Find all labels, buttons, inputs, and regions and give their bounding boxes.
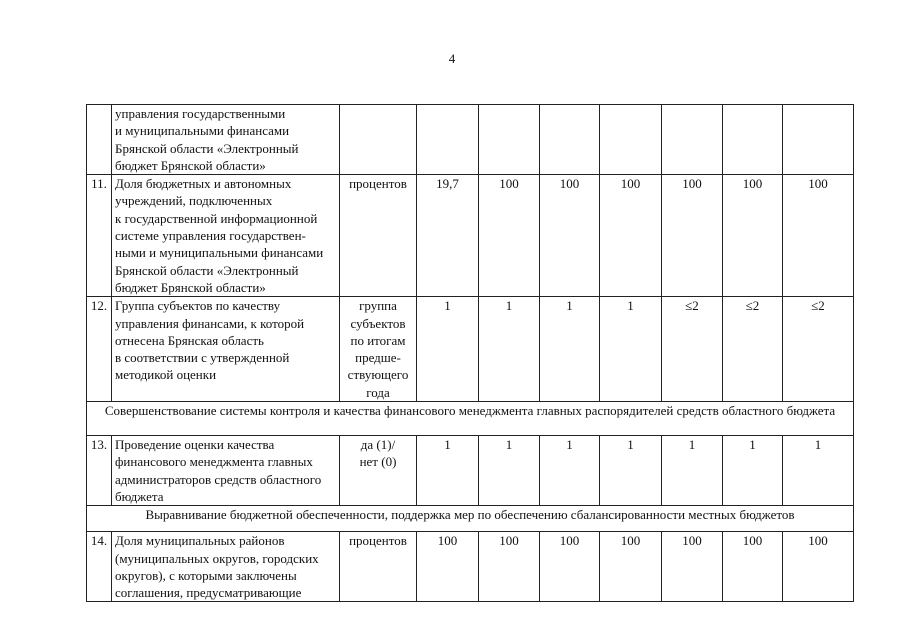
value-cell: 19,7 [417, 175, 479, 297]
value-cell: 100 [600, 175, 662, 297]
value-cell: 100 [479, 532, 540, 602]
section-header-row [87, 506, 854, 532]
value-cell: ≤2 [662, 297, 723, 402]
value-cell: 1 [540, 436, 600, 506]
row-number: 12. [87, 297, 112, 402]
unit-of-measure: процентов [340, 175, 417, 297]
value-cell: 100 [600, 532, 662, 602]
value-cell: 1 [417, 297, 479, 402]
value-cell: 1 [540, 297, 600, 402]
value-cell [479, 105, 540, 175]
row-number: 14. [87, 532, 112, 602]
value-cell [540, 105, 600, 175]
indicator-name: Доля бюджетных и автономных учреждений, подключенных к государственной информационной системе управления государствен- ными и муниципальными финансами Брянской области «Электронный бюджет Брянской области» [112, 175, 340, 297]
value-cell: 1 [662, 436, 723, 506]
unit-of-measure [340, 105, 417, 175]
value-cell [662, 105, 723, 175]
value-cell: 100 [662, 175, 723, 297]
value-cell: 1 [417, 436, 479, 506]
value-cell: 100 [783, 532, 854, 602]
section-header: Выравнивание бюджетной обеспеченности, поддержка мер по обеспечению сбалансированности местных бюджетов [87, 506, 854, 532]
unit-of-measure: да (1)/ нет (0) [340, 436, 417, 506]
value-cell: 100 [540, 175, 600, 297]
table-row [87, 105, 854, 175]
table-row [87, 175, 854, 297]
value-cell [600, 105, 662, 175]
value-cell: 1 [723, 436, 783, 506]
unit-of-measure: процентов [340, 532, 417, 602]
value-cell: 1 [479, 297, 540, 402]
value-cell: 100 [540, 532, 600, 602]
value-cell: 1 [600, 297, 662, 402]
row-number: 13. [87, 436, 112, 506]
indicators-table [86, 104, 854, 602]
value-cell: 100 [417, 532, 479, 602]
indicator-name: Проведение оценки качества финансового менеджмента главных администраторов средств областного бюджета [112, 436, 340, 506]
section-header-row [87, 402, 854, 436]
value-cell: 1 [600, 436, 662, 506]
unit-of-measure: группа субъектов по итогам предше- ствующего года [340, 297, 417, 402]
value-cell: ≤2 [783, 297, 854, 402]
value-cell [723, 105, 783, 175]
indicator-name: Доля муниципальных районов (муниципальных округов, городских округов), с которыми заключены соглашения, предусматривающие [112, 532, 340, 602]
indicator-name: Группа субъектов по качеству управления финансами, к которой отнесена Брянская область в соответствии с утвержденной методикой оценки [112, 297, 340, 402]
value-cell: ≤2 [723, 297, 783, 402]
page-number: 4 [448, 51, 456, 66]
row-number [87, 105, 112, 175]
section-header: Совершенствование системы контроля и качества финансового менеджмента главных распорядителей средств областного бюджета [87, 402, 854, 436]
table-row [87, 532, 854, 602]
value-cell [783, 105, 854, 175]
value-cell: 100 [479, 175, 540, 297]
value-cell: 100 [783, 175, 854, 297]
value-cell: 1 [783, 436, 854, 506]
value-cell: 100 [662, 532, 723, 602]
indicator-name: управления государственными и муниципальными финансами Брянской области «Электронный бюджет Брянской области» [112, 105, 340, 175]
row-number: 11. [87, 175, 112, 297]
value-cell: 100 [723, 532, 783, 602]
value-cell [417, 105, 479, 175]
value-cell: 1 [479, 436, 540, 506]
table-body [87, 105, 854, 602]
value-cell: 100 [723, 175, 783, 297]
table-row [87, 297, 854, 402]
table-row [87, 436, 854, 506]
